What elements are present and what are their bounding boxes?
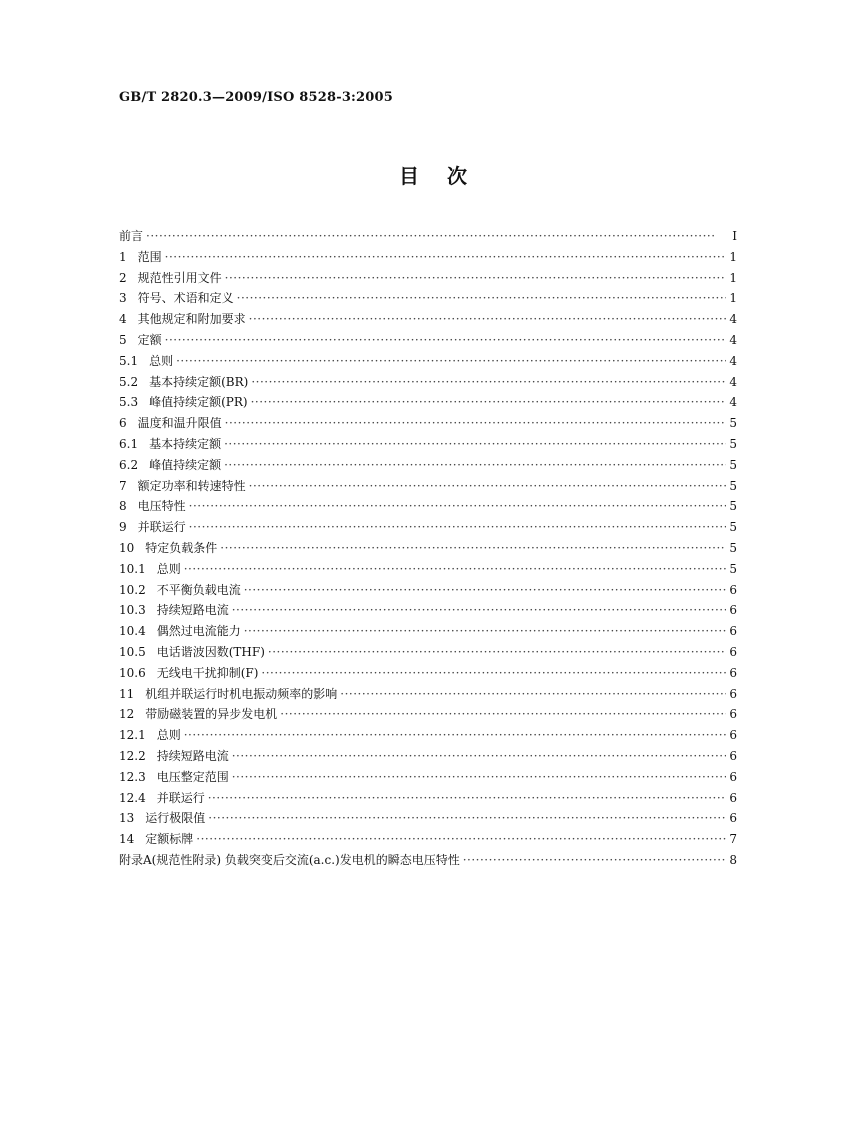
toc-leader-dots [280,704,726,725]
toc-entry[interactable] [119,268,737,289]
toc-entry-page: 6 [729,707,737,722]
toc-entry[interactable] [119,226,737,247]
toc-entry-label: 基本持续定额(BR) [149,374,249,389]
toc-entry-page: 5 [729,499,737,514]
toc-entry-number: 12.4 [119,790,146,805]
toc-leader-dots [224,455,726,476]
toc-leader-dots [146,226,726,247]
toc-entry-number: 14 [119,832,135,847]
toc-entry-page: 6 [729,811,737,826]
toc-entry-label: 特定负载条件 [145,540,218,555]
toc-leader-dots [184,559,726,580]
toc-entry-page: 1 [729,291,737,306]
toc-entry-label: 偶然过电流能力 [156,624,241,639]
toc-entry-number: 2 [119,270,127,285]
toc-leader-dots [261,663,726,684]
toc-leader-dots [208,788,726,809]
toc-entry-label: 总则 [149,353,174,368]
toc-entry[interactable] [119,288,737,309]
toc-entry-label: 范围 [137,249,162,264]
toc-entry-label: 基本持续定额 [149,436,222,451]
toc-entry-label: 符号、术语和定义 [137,291,234,306]
toc-entry[interactable] [119,808,737,829]
toc-leader-dots [184,725,726,746]
toc-entry-number: 12.1 [119,728,146,743]
toc-entry[interactable] [119,725,737,746]
toc-entry-page: 6 [729,790,737,805]
toc-entry-number: 10.5 [119,644,146,659]
toc-entry-number: 9 [119,520,127,535]
page-title: 目次 [399,164,495,188]
toc-entry-label: 不平衡负载电流 [156,582,241,597]
toc-entry[interactable] [119,476,737,497]
toc-entry-label: 总则 [156,561,181,576]
toc-entry-page: 6 [729,748,737,763]
toc-entry-label: 峰值持续定额(PR) [149,395,248,410]
toc-entry-page: 5 [729,478,737,493]
standard-number-header: GB/T 2820.3—2009/ISO 8528-3:2005 [119,90,394,105]
toc-entry-page: 6 [729,644,737,659]
toc-entry[interactable] [119,746,737,767]
toc-entry-label: 其他规定和附加要求 [137,312,246,327]
toc-entry-number: 5.3 [119,395,139,410]
toc-leader-dots [196,829,726,850]
toc-entry-label: 带励磁装置的异步发电机 [145,707,278,722]
toc-leader-dots [224,434,726,455]
toc-leader-dots [237,288,726,309]
toc-entry-label: 定额 [137,332,162,347]
toc-entry-page: 6 [729,624,737,639]
toc-entry-page: 8 [729,852,737,867]
toc-leader-dots [244,621,726,642]
table-of-contents [119,226,737,871]
toc-leader-dots [251,372,726,393]
toc-entry-page: 5 [729,457,737,472]
toc-entry[interactable] [119,247,737,268]
toc-entry-page: 1 [729,270,737,285]
toc-entry-page: 5 [729,540,737,555]
toc-entry-number: 5 [119,332,127,347]
toc-entry-page: 4 [729,332,737,347]
toc-entry-page: 6 [729,582,737,597]
toc-entry-number: 6.2 [119,457,139,472]
toc-entry-page: 1 [729,249,737,264]
toc-entry-page: 4 [729,353,737,368]
toc-entry[interactable] [119,538,737,559]
toc-entry-number: 8 [119,499,127,514]
toc-entry[interactable] [119,642,737,663]
toc-entry-number: 10.1 [119,561,146,576]
toc-entry-number: 6 [119,416,127,431]
toc-entry-label: 额定功率和转速特性 [137,478,246,493]
toc-entry-number: 10.3 [119,603,146,618]
toc-entry[interactable] [119,600,737,621]
toc-entry[interactable] [119,684,737,705]
toc-leader-dots [225,268,726,289]
toc-entry-label: 规范性引用文件 [137,270,222,285]
toc-entry[interactable] [119,704,737,725]
toc-entry[interactable] [119,621,737,642]
toc-leader-dots [165,330,726,351]
toc-entry-label: 总则 [156,728,181,743]
toc-entry-number: 5.1 [119,353,139,368]
toc-entry[interactable] [119,455,737,476]
toc-leader-dots [165,247,726,268]
toc-leader-dots [208,808,726,829]
toc-leader-dots [232,746,726,767]
toc-entry[interactable] [119,580,737,601]
toc-entry-label: 并联运行 [156,790,205,805]
toc-leader-dots [251,392,726,413]
toc-entry-label: 无线电干扰抑制(F) [156,665,259,680]
toc-entry[interactable] [119,559,737,580]
toc-entry[interactable] [119,788,737,809]
toc-entry-number: 6.1 [119,436,139,451]
toc-entry-page: 4 [729,312,737,327]
toc-entry-page: 4 [729,374,737,389]
toc-entry[interactable] [119,372,737,393]
toc-entry[interactable] [119,517,737,538]
toc-entry-label: 电话谐波因数(THF) [156,644,265,659]
toc-entry-page: 5 [729,416,737,431]
toc-leader-dots [232,767,726,788]
toc-entry-number: 10.4 [119,624,146,639]
toc-entry-label: 温度和温升限值 [137,416,222,431]
toc-entry[interactable] [119,413,737,434]
toc-entry[interactable] [119,434,737,455]
toc-entry[interactable] [119,330,737,351]
toc-entry-page: 6 [729,603,737,618]
toc-entry-number: 12.3 [119,769,146,784]
toc-entry-label: 并联运行 [137,520,186,535]
toc-entry-page: 6 [729,686,737,701]
toc-entry-number: 10.2 [119,582,146,597]
toc-entry-label: 定额标牌 [145,832,194,847]
toc-entry[interactable] [119,850,737,871]
toc-entry[interactable] [119,392,737,413]
toc-entry-label: 峰值持续定额 [149,457,222,472]
toc-entry[interactable] [119,496,737,517]
toc-entry-page: I [732,229,737,243]
toc-leader-dots [463,850,726,871]
toc-leader-dots [249,309,726,330]
toc-entry[interactable] [119,351,737,372]
toc-entry-label: 附录A(规范性附录) 负载突变后交流(a.c.)发电机的瞬态电压特性 [119,852,460,867]
toc-entry-number: 5.2 [119,374,139,389]
toc-entry-number: 13 [119,811,135,826]
toc-leader-dots [249,476,726,497]
toc-entry-label: 运行极限值 [145,811,206,826]
toc-entry-number: 12.2 [119,748,146,763]
toc-entry-label: 电压特性 [137,499,186,514]
toc-leader-dots [225,413,726,434]
toc-entry-number: 10 [119,540,135,555]
toc-entry[interactable] [119,767,737,788]
toc-entry-page: 6 [729,769,737,784]
toc-leader-dots [244,580,726,601]
toc-entry-number: 4 [119,312,127,327]
toc-leader-dots [340,684,726,705]
toc-entry-number: 3 [119,291,127,306]
toc-entry-number: 11 [119,686,135,701]
toc-entry-page: 5 [729,520,737,535]
toc-entry[interactable] [119,829,737,850]
toc-entry-page: 6 [729,728,737,743]
toc-leader-dots [189,517,726,538]
toc-entry-number: 10.6 [119,665,146,680]
toc-entry[interactable] [119,309,737,330]
toc-leader-dots [268,642,726,663]
toc-entry-page: 4 [729,395,737,410]
toc-entry-label: 电压整定范围 [156,769,229,784]
toc-entry-label: 前言 [119,229,144,243]
toc-leader-dots [232,600,726,621]
toc-entry-number: 12 [119,707,135,722]
toc-leader-dots [176,351,726,372]
toc-entry[interactable] [119,663,737,684]
toc-entry-number: 1 [119,249,127,264]
toc-leader-dots [220,538,726,559]
toc-entry-label: 持续短路电流 [156,748,229,763]
toc-entry-number: 7 [119,478,127,493]
toc-entry-page: 6 [729,665,737,680]
toc-entry-label: 持续短路电流 [156,603,229,618]
toc-entry-page: 7 [729,832,737,847]
toc-leader-dots [189,496,726,517]
toc-entry-page: 5 [729,436,737,451]
toc-entry-page: 5 [729,561,737,576]
toc-entry-label: 机组并联运行时机电振动频率的影响 [145,686,338,701]
